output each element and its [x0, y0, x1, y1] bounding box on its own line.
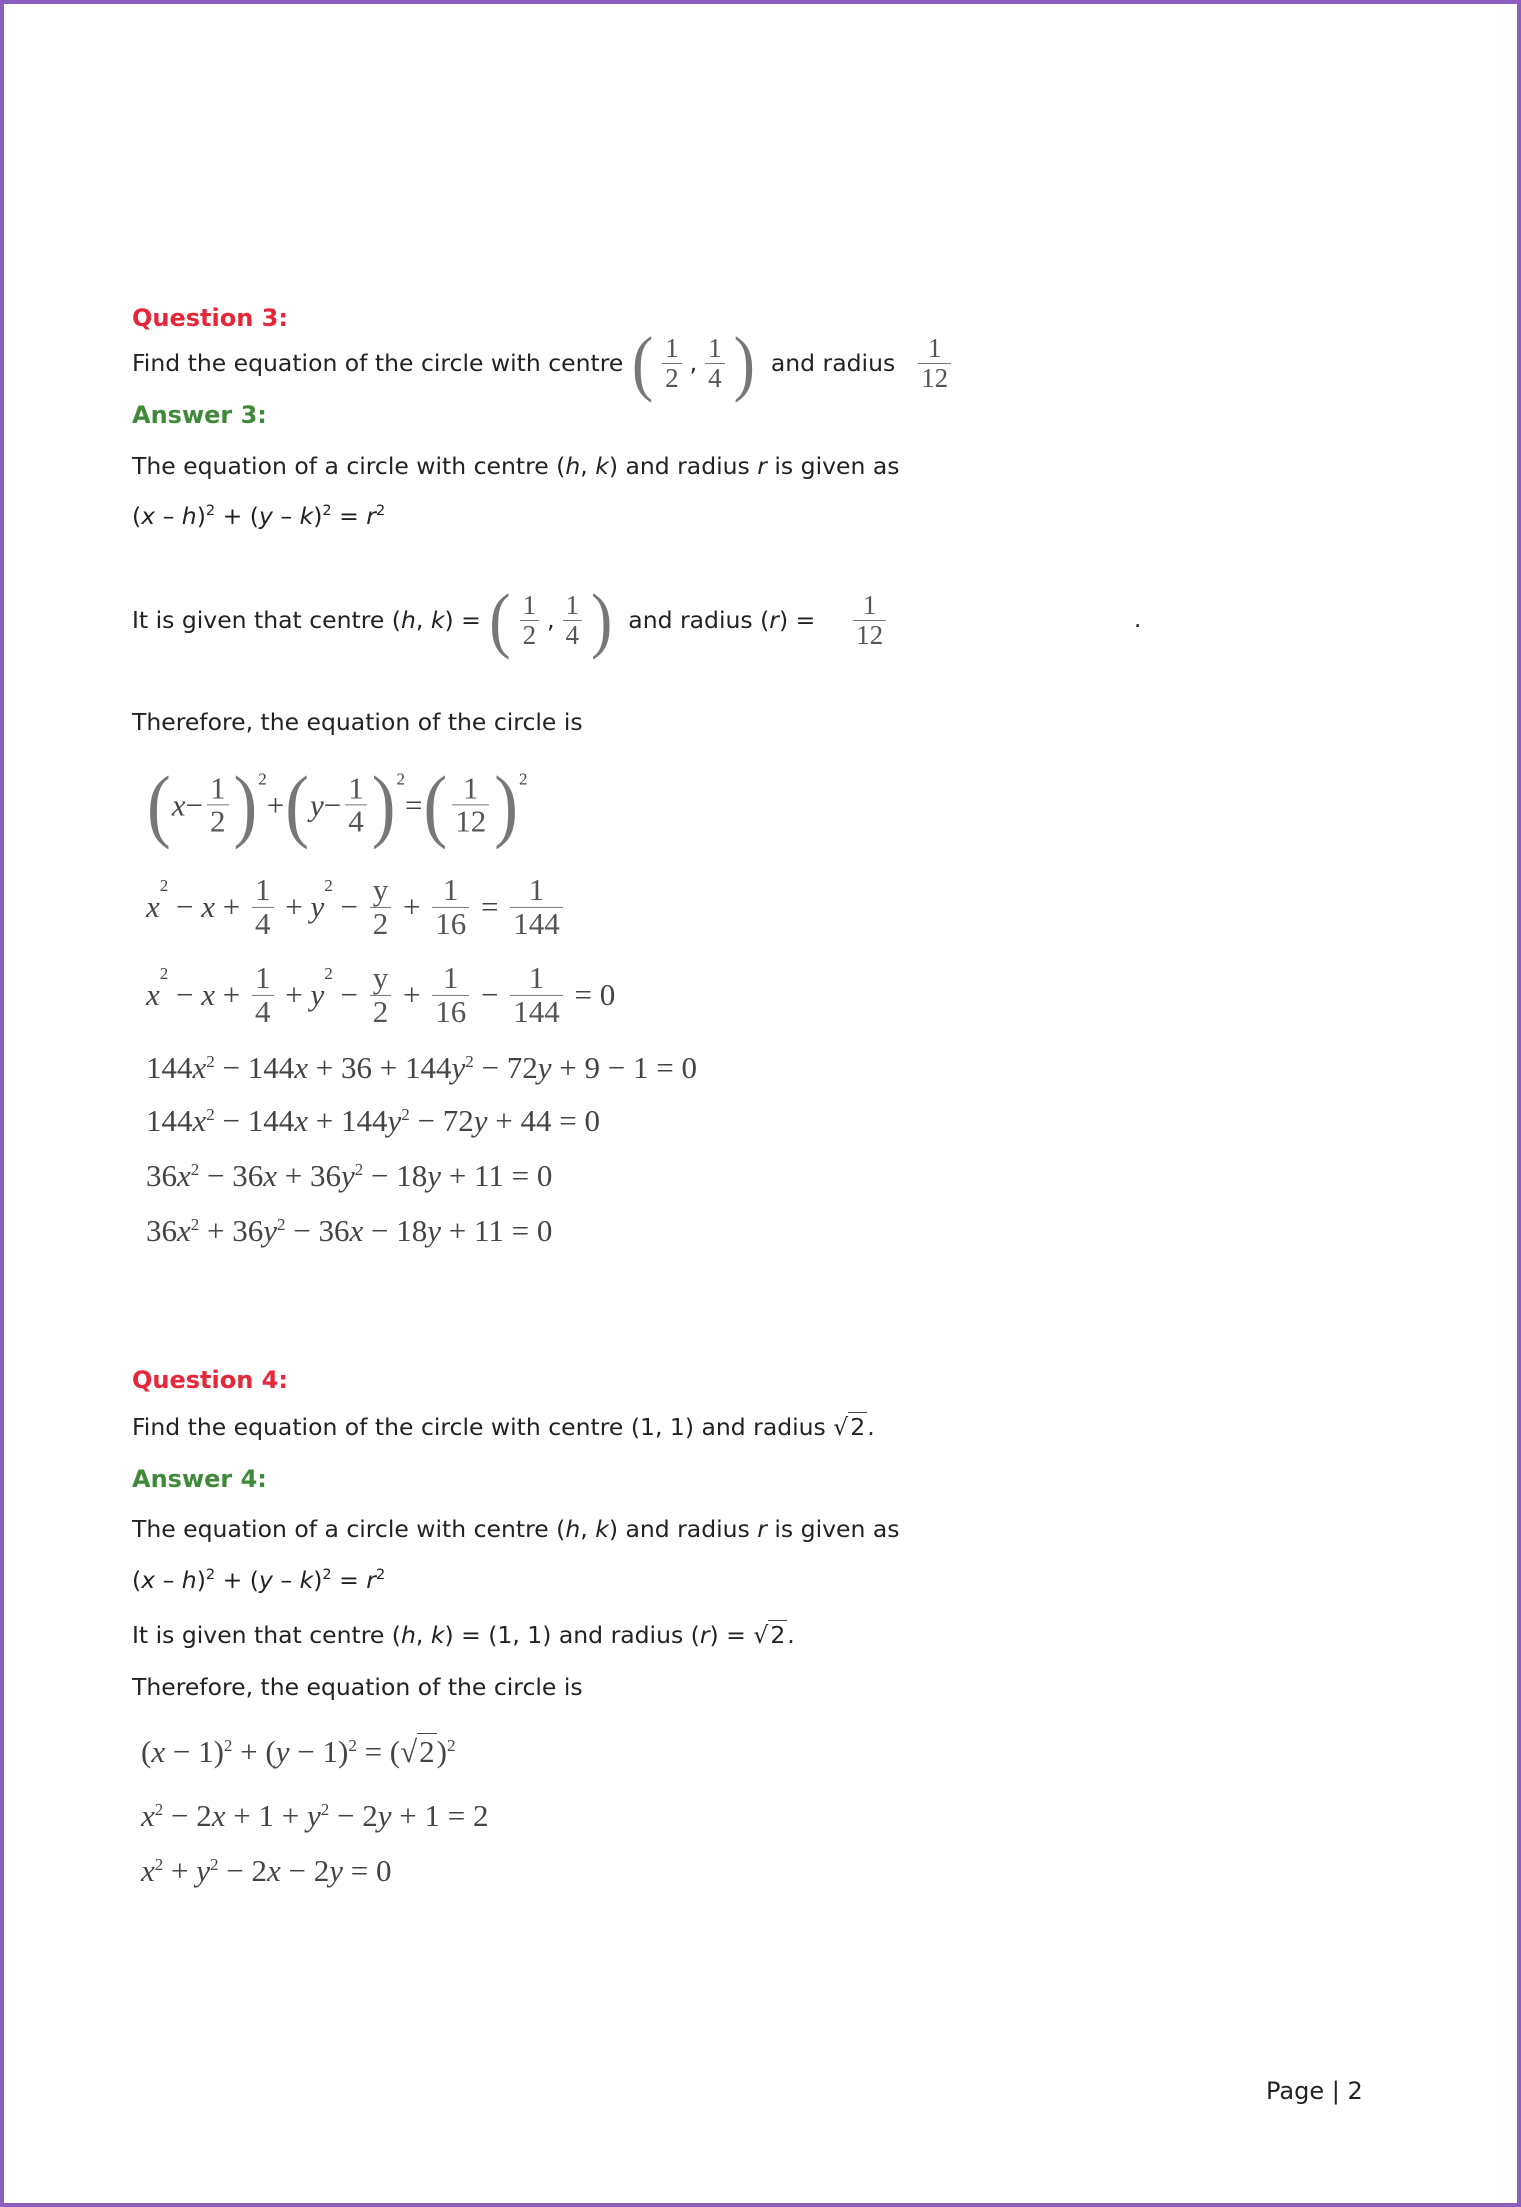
numerator: 1: [522, 590, 537, 621]
math-variable: r: [366, 1566, 376, 1594]
answer-4-line: [132, 1515, 899, 1543]
math-variable: y: [427, 1158, 442, 1193]
math-variable: y: [310, 786, 324, 822]
text-run: + 9 − 1 = 0: [551, 1050, 697, 1085]
parenthesized-group: [488, 578, 613, 661]
math-variable: x: [151, 1734, 166, 1769]
math-variable: x: [349, 1213, 364, 1248]
denominator: 4: [252, 995, 274, 1029]
text-run: + (: [215, 1566, 259, 1594]
math-variable: k: [299, 1566, 314, 1594]
math-variable: y: [310, 889, 325, 924]
fraction: [345, 769, 367, 839]
denominator: 2: [370, 995, 392, 1029]
fraction: [252, 871, 274, 941]
superscript: 2: [324, 875, 333, 895]
text-run: + 11 = 0: [441, 1213, 553, 1248]
text-run: Therefore, the equation of the circle is: [132, 708, 583, 736]
numerator: 1: [210, 769, 226, 805]
text-run: ,: [547, 606, 555, 634]
fraction: [510, 871, 563, 941]
fraction: [432, 871, 469, 941]
text-run: The equation of a circle with centre (: [132, 452, 566, 480]
denominator: 12: [853, 620, 886, 649]
math-variable: x: [177, 1213, 191, 1248]
text-run: − 18: [363, 1213, 428, 1248]
right-paren: ): [371, 759, 396, 851]
fraction: [705, 334, 725, 392]
math-variable: x: [141, 1566, 156, 1594]
text-run: ): [196, 502, 206, 530]
text-run: −: [185, 786, 203, 822]
text-run: 36: [146, 1158, 177, 1193]
numerator: 1: [443, 959, 459, 995]
group-content: [654, 334, 732, 392]
superscript: 2: [465, 1052, 474, 1071]
text-run: − 2: [218, 1853, 268, 1888]
math-variable: x: [263, 1158, 278, 1193]
superscript: 2: [348, 1736, 357, 1755]
text-run: ): [196, 1566, 206, 1594]
math-variable: x: [211, 1798, 226, 1833]
text-run: ) and radius: [608, 452, 758, 480]
superscript: 2: [277, 1215, 286, 1234]
text-run: ,: [415, 606, 431, 634]
text-run: + 36: [277, 1158, 342, 1193]
denominator: 144: [510, 995, 563, 1029]
text-run: − 18: [363, 1158, 428, 1193]
text-run: +: [395, 977, 429, 1012]
fraction: [452, 769, 489, 839]
text-run: .: [867, 1413, 875, 1441]
answer-4-line: [132, 1621, 795, 1649]
text-run: Find the equation of the circle with centre: [132, 349, 631, 377]
math-variable: h: [565, 1515, 581, 1543]
math-variable: x: [171, 786, 186, 822]
numerator: y: [372, 871, 389, 907]
text-run: is given as: [766, 1515, 900, 1543]
answer-3-line: [132, 452, 899, 480]
answer-4-line: [132, 1673, 583, 1701]
text-run: .: [787, 1621, 795, 1649]
math-variable: y: [537, 1050, 552, 1085]
math-variable: h: [565, 452, 581, 480]
superscript: 2: [324, 963, 333, 983]
math-variable: x: [146, 889, 160, 924]
text-run: − 2: [163, 1798, 212, 1833]
left-paren: (: [285, 759, 309, 851]
numerator: 1: [463, 769, 479, 805]
numerator: 1: [528, 959, 545, 995]
text-run: ,: [415, 1621, 431, 1649]
text-run: ): [313, 1566, 323, 1594]
math-variable: x: [177, 1158, 191, 1193]
numerator: 1: [528, 871, 545, 907]
text-run: + 36 + 144: [308, 1050, 452, 1085]
math-variable: x: [192, 1103, 207, 1138]
text-run: ,: [580, 1515, 596, 1543]
text-run: = 0: [566, 977, 616, 1012]
denominator: 4: [705, 363, 725, 392]
fraction: [563, 591, 583, 649]
equation-step: [146, 1103, 600, 1139]
radical-sign-icon: √: [833, 1413, 849, 1441]
left-paren: (: [147, 759, 171, 851]
text-run: − 1): [165, 1734, 224, 1769]
parenthesized-group: [284, 759, 396, 851]
text-run: − 144: [214, 1103, 295, 1138]
superscript: 2: [190, 1215, 200, 1234]
math-variable: y: [427, 1213, 442, 1248]
denominator: 2: [662, 363, 682, 392]
numerator: 1: [348, 769, 364, 805]
math-variable: h: [181, 1566, 197, 1594]
numerator: 1: [255, 871, 271, 907]
numerator: 1: [862, 590, 877, 621]
text-run: − 2: [329, 1798, 378, 1833]
square-root: [400, 1734, 437, 1770]
right-paren: ): [233, 759, 258, 851]
equation-step: [146, 759, 528, 851]
group-content: [310, 769, 371, 839]
fraction: [853, 591, 886, 649]
math-variable: y: [258, 502, 273, 530]
parenthesized-group: [631, 321, 756, 404]
page-number: Page | 2: [1266, 2077, 1363, 2105]
group-content: [171, 769, 233, 839]
math-variable: h: [181, 502, 197, 530]
fraction: [370, 871, 392, 941]
text-run: −: [323, 786, 342, 822]
text-run: +: [266, 786, 285, 822]
equation-step: [146, 1050, 697, 1086]
superscript: 2: [519, 769, 528, 789]
text-run: − 36: [285, 1213, 350, 1248]
math-variable: y: [196, 1853, 211, 1888]
text-run: 144: [146, 1050, 193, 1085]
text-run: − 1): [289, 1734, 349, 1769]
text-run: (: [132, 1566, 142, 1594]
question-3-text: [132, 321, 959, 404]
math-variable: r: [699, 1621, 710, 1649]
superscript: 2: [154, 1800, 164, 1819]
math-variable: k: [299, 502, 314, 530]
math-variable: y: [473, 1103, 488, 1138]
text-run: − 72: [409, 1103, 474, 1138]
radicand: 2: [850, 1413, 866, 1441]
superscript: 2: [322, 502, 332, 519]
denominator: 12: [452, 804, 489, 838]
text-run: +: [215, 977, 249, 1012]
superscript: 2: [401, 1105, 410, 1124]
numerator: 1: [708, 333, 722, 364]
left-paren: (: [631, 321, 654, 404]
math-variable: y: [258, 1566, 273, 1594]
radicand: 2: [419, 1734, 435, 1769]
superscript: 2: [375, 502, 386, 519]
text-run: =: [473, 889, 507, 924]
math-variable: r: [757, 1515, 767, 1543]
text-run: −: [168, 977, 202, 1012]
equation-step: [146, 1158, 552, 1194]
text-run: + 1 = 2: [391, 1798, 489, 1833]
text-run: = 0: [343, 1853, 392, 1888]
text-run: 144: [146, 1103, 193, 1138]
text-run: and radius (: [613, 606, 770, 634]
text-run: −: [332, 977, 366, 1012]
math-variable: y: [275, 1734, 290, 1769]
equation-step: [141, 1798, 489, 1834]
math-variable: x: [294, 1103, 309, 1138]
radical-sign-icon: √: [753, 1621, 769, 1649]
math-variable: x: [146, 977, 160, 1012]
equation-step: [146, 871, 567, 941]
text-run: ): [313, 502, 323, 530]
math-variable: x: [201, 977, 216, 1012]
denominator: 2: [520, 620, 540, 649]
superscript: 2: [320, 1800, 330, 1819]
text-run: ) =: [444, 606, 489, 634]
text-run: ,: [689, 349, 698, 377]
parenthesized-group: [146, 759, 258, 851]
superscript: 2: [210, 1855, 219, 1874]
denominator: 2: [207, 804, 229, 838]
text-run: ) =: [709, 1621, 754, 1649]
denominator: 4: [252, 907, 274, 941]
right-paren: ): [733, 321, 755, 404]
math-variable: k: [430, 606, 445, 634]
text-run: =: [405, 786, 423, 822]
text-run: + (: [215, 502, 259, 530]
text-run: + 36: [199, 1213, 264, 1248]
text-run: is given as: [766, 452, 900, 480]
math-variable: x: [294, 1050, 309, 1085]
fraction: [207, 769, 229, 839]
text-run: ) = (1, 1) and radius (: [444, 1621, 700, 1649]
text-run: The equation of a circle with centre (: [132, 1515, 566, 1543]
fraction: [662, 334, 682, 392]
math-variable: r: [769, 606, 779, 634]
text-run: =: [331, 502, 367, 530]
text-run: =: [331, 1566, 367, 1594]
equation-step: [141, 1734, 456, 1770]
equation-step: [141, 1853, 392, 1889]
math-variable: h: [400, 1621, 416, 1649]
answer-3-line: [132, 708, 583, 736]
right-paren: ): [591, 578, 613, 661]
text-run: It is given that centre (: [132, 606, 401, 634]
superscript: 2: [159, 875, 169, 895]
group-content: [512, 591, 590, 649]
text-run: +: [163, 1853, 197, 1888]
superscript: 2: [205, 502, 216, 519]
math-variable: k: [595, 452, 609, 480]
math-variable: x: [201, 889, 216, 924]
math-variable: r: [757, 452, 767, 480]
numerator: 1: [927, 333, 942, 364]
text-run: + 144: [308, 1103, 388, 1138]
math-variable: x: [141, 502, 156, 530]
text-run: –: [272, 502, 300, 530]
math-variable: y: [451, 1050, 466, 1085]
text-run: ,: [580, 452, 596, 480]
fraction: [510, 959, 563, 1029]
superscript: 2: [354, 1160, 364, 1179]
text-run: = (: [356, 1734, 401, 1769]
numerator: 1: [255, 959, 271, 995]
question-4-text: [132, 1413, 875, 1441]
text-run: − 144: [214, 1050, 295, 1085]
denominator: 144: [510, 907, 563, 941]
math-variable: k: [430, 1621, 445, 1649]
answer-3-heading: Answer 3:: [132, 401, 267, 429]
denominator: 4: [345, 804, 367, 838]
text-run: and radius: [755, 349, 911, 377]
superscript: 2: [206, 1052, 215, 1071]
superscript: 2: [446, 1736, 456, 1755]
text-run: −: [473, 977, 507, 1012]
text-run: Find the equation of the circle with centre (1, 1) and radius: [132, 1413, 834, 1441]
text-run: − 72: [473, 1050, 538, 1085]
superscript: 2: [223, 1736, 233, 1755]
group-content: [448, 769, 493, 839]
left-paren: (: [489, 578, 511, 661]
text-run: –: [272, 1566, 300, 1594]
superscript: 2: [396, 769, 406, 789]
text-run: + 11 = 0: [441, 1158, 553, 1193]
equation-step: [146, 959, 616, 1029]
text-run: +: [277, 977, 311, 1012]
fraction: [252, 959, 274, 1029]
numerator: y: [372, 959, 389, 995]
text-run: (: [132, 502, 142, 530]
text-run: + (: [232, 1734, 276, 1769]
trailing-period: .: [1134, 607, 1142, 633]
math-variable: y: [377, 1798, 392, 1833]
radical-sign-icon: √: [400, 1734, 418, 1769]
math-variable: x: [141, 1853, 155, 1888]
superscript: 2: [190, 1160, 200, 1179]
text-run: +: [395, 889, 429, 924]
radicand: 2: [770, 1621, 786, 1649]
answer-3-line: [132, 502, 385, 530]
math-variable: x: [141, 1798, 155, 1833]
superscript: 2: [322, 1566, 332, 1583]
fraction: [918, 334, 951, 392]
answer-4-heading: Answer 4:: [132, 1465, 267, 1493]
math-variable: y: [341, 1158, 355, 1193]
text-run: ): [436, 1734, 447, 1769]
math-variable: y: [307, 1798, 321, 1833]
text-run: − 2: [280, 1853, 330, 1888]
superscript: 2: [154, 1855, 164, 1874]
numerator: 1: [565, 590, 580, 621]
math-variable: r: [366, 502, 376, 530]
text-run: ) =: [778, 606, 846, 634]
denominator: 16: [432, 907, 469, 941]
text-run: + 1 +: [225, 1798, 307, 1833]
math-variable: y: [387, 1103, 402, 1138]
math-variable: x: [192, 1050, 207, 1085]
text-run: −: [332, 889, 366, 924]
denominator: 2: [370, 907, 392, 941]
answer-3-line: [132, 578, 894, 661]
left-paren: (: [423, 759, 448, 851]
math-variable: h: [400, 606, 416, 634]
text-run: + 44 = 0: [487, 1103, 601, 1138]
answer-4-line: [132, 1566, 385, 1594]
text-run: − 36: [199, 1158, 264, 1193]
fraction: [520, 591, 540, 649]
math-variable: y: [263, 1213, 278, 1248]
text-run: 36: [146, 1213, 177, 1248]
math-variable: y: [329, 1853, 344, 1888]
text-run: +: [277, 889, 311, 924]
math-variable: y: [310, 977, 325, 1012]
superscript: 2: [205, 1566, 216, 1583]
math-variable: x: [267, 1853, 281, 1888]
superscript: 2: [258, 769, 267, 789]
fraction: [432, 959, 469, 1029]
numerator: 1: [665, 333, 679, 364]
text-run: ) and radius: [608, 1515, 758, 1543]
question-3-heading: Question 3:: [132, 304, 288, 332]
numerator: 1: [443, 871, 459, 907]
equation-step: [146, 1213, 552, 1249]
superscript: 2: [206, 1105, 215, 1124]
text-run: (: [141, 1734, 152, 1769]
superscript: 2: [375, 1566, 386, 1583]
right-paren: ): [494, 759, 518, 851]
text-run: –: [155, 502, 182, 530]
text-run: +: [215, 889, 249, 924]
text-run: Therefore, the equation of the circle is: [132, 1673, 583, 1701]
fraction: [370, 959, 392, 1029]
square-root: [833, 1413, 867, 1441]
superscript: 2: [159, 963, 169, 983]
text-run: It is given that centre (: [132, 1621, 401, 1649]
denominator: 4: [563, 620, 583, 649]
denominator: 12: [918, 363, 951, 392]
denominator: 16: [432, 995, 469, 1029]
math-variable: k: [595, 1515, 609, 1543]
text-run: −: [168, 889, 202, 924]
parenthesized-group: [423, 759, 520, 851]
text-run: –: [155, 1566, 182, 1594]
square-root: [753, 1621, 787, 1649]
question-4-heading: Question 4:: [132, 1366, 288, 1394]
